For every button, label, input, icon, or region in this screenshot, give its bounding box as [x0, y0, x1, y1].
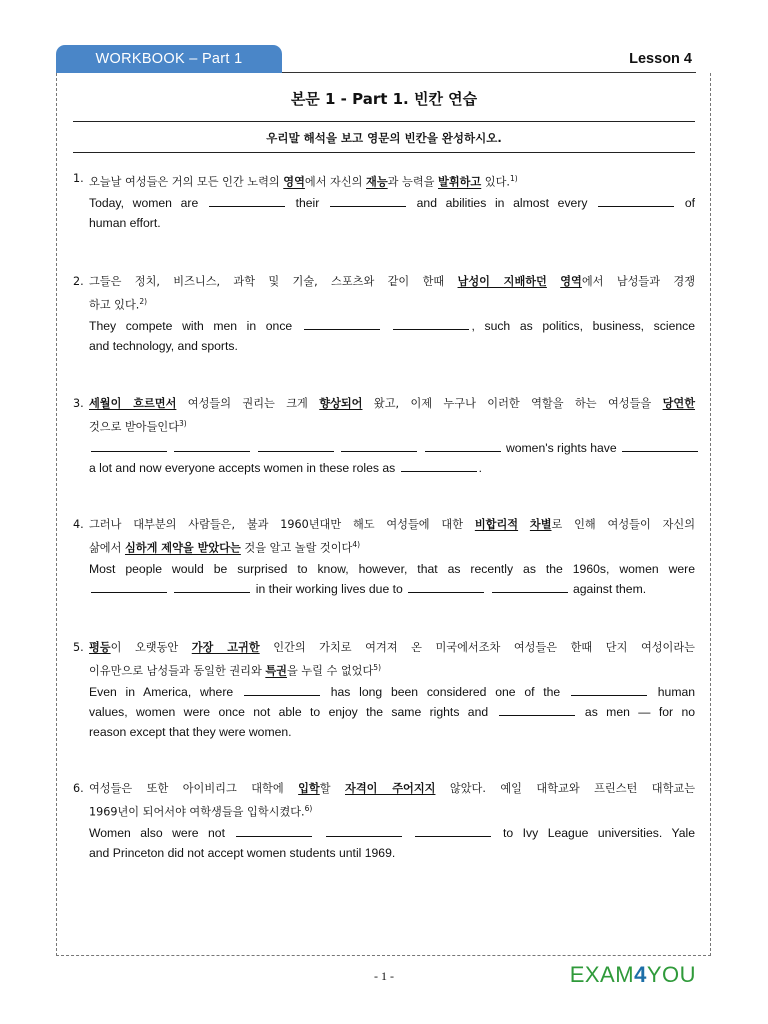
english-line: They compete with men in once , such as politics, business, science: [89, 318, 695, 333]
answer-blank[interactable]: [622, 441, 698, 452]
answer-blank[interactable]: [598, 196, 674, 207]
english-line: Today, women are their and abilities in almost every of: [89, 195, 695, 210]
korean-line: 평등이 오랫동안 가장 고귀한 인간의 가치로 여겨져 온 미국에서조차 여성들은 한때 단지 여성이라는: [89, 641, 695, 654]
answer-blank[interactable]: [326, 826, 402, 837]
answer-blank[interactable]: [91, 582, 167, 593]
korean-line: 것으로 받아들인다$^{3)}$: [89, 419, 187, 434]
korean-line: 이유만으로 남성들과 동일한 권리와 특권을 누릴 수 없었다$^{5)}$: [89, 663, 381, 678]
answer-blank[interactable]: [174, 441, 250, 452]
korean-line: 하고 있다.$^{2)}$: [89, 297, 148, 312]
answer-blank[interactable]: [393, 319, 469, 330]
english-line: human effort.: [89, 215, 161, 230]
page-title: 본문 1 - Part 1. 빈칸 연습: [290, 90, 478, 108]
english-line: and Princeton did not accept women students until 1969.: [89, 845, 396, 860]
korean-line: 삶에서 심하게 제약을 받았다는 것을 알고 놀랄 것이다$^{4)}$: [89, 540, 361, 555]
english-line: a lot and now everyone accepts women in these roles as .: [89, 460, 482, 475]
answer-blank[interactable]: [499, 705, 575, 716]
korean-line: 세월이 흐르면서 여성들의 권리는 크게 향상되어 왔고, 이제 누구나 이러한 역할을 하는 여성들을 당연한: [89, 397, 696, 410]
answer-blank[interactable]: [330, 196, 406, 207]
lesson-label: Lesson 4: [629, 51, 692, 67]
question-number: 2.: [73, 275, 84, 288]
question-4: [73, 515, 695, 599]
english-line: Most people would be surprised to know, however, that as recently as the 1960s, women were: [89, 561, 695, 576]
answer-blank[interactable]: [408, 582, 484, 593]
answer-blank[interactable]: [258, 441, 334, 452]
instruction: 우리말 해석을 보고 영문의 빈칸을 완성하시오.: [266, 131, 502, 145]
korean-line: 여성들은 또한 아이비리그 대학에 입학할 자격이 주어지지 않았다. 예일 대학교와 프린스턴 대학교는: [89, 782, 696, 795]
english-line: and technology, and sports.: [89, 338, 238, 353]
exam4you-logo: EXAM4YOU: [569, 962, 696, 987]
answer-blank[interactable]: [91, 441, 167, 452]
answer-blank[interactable]: [209, 196, 285, 207]
question-number: 4.: [73, 518, 84, 531]
english-line: women's rights have: [89, 438, 695, 458]
question-number: 1.: [73, 172, 84, 185]
page-number: - 1 -: [374, 969, 394, 983]
question-1: [73, 169, 695, 233]
english-line: Even in America, where has long been considered one of the human: [89, 684, 696, 699]
english-line: in their working lives due to against them.: [89, 579, 695, 599]
question-number: 6.: [73, 782, 84, 795]
question-5: [73, 638, 695, 742]
answer-blank[interactable]: [425, 441, 501, 452]
title-rule-top: [73, 121, 695, 122]
title-rule-bottom: [73, 152, 695, 153]
english-line: Women also were not to Ivy League universities. Yale: [89, 825, 695, 840]
answer-blank[interactable]: [571, 685, 647, 696]
question-6: [73, 779, 695, 863]
question-number: 3.: [73, 397, 84, 410]
question-2: [73, 272, 695, 356]
english-line: reason except that they were women.: [89, 724, 292, 739]
answer-blank[interactable]: [492, 582, 568, 593]
answer-blank[interactable]: [236, 826, 312, 837]
answer-blank[interactable]: [415, 826, 491, 837]
english-line: values, women were once not able to enjoy the same rights and as men — for no: [89, 704, 696, 719]
answer-blank[interactable]: [174, 582, 250, 593]
korean-line: 1969년이 되어서야 여학생들을 입학시켰다.$^{6)}$: [89, 804, 313, 819]
korean-line: 오늘날 여성들은 거의 모든 인간 노력의 영역에서 자신의 재능과 능력을 발휘하고 있다.$^{1)}$: [89, 174, 518, 189]
question-number: 5.: [73, 641, 84, 654]
question-3: [73, 394, 695, 478]
answer-blank[interactable]: [304, 319, 380, 330]
answer-blank[interactable]: [401, 461, 477, 472]
answer-blank[interactable]: [244, 685, 320, 696]
workbook-tab: WORKBOOK – Part 1: [56, 45, 282, 73]
answer-blank[interactable]: [341, 441, 417, 452]
korean-line: 그러나 대부분의 사람들은, 불과 1960년대만 해도 여성들에 대한 비합리적 차별로 인해 여성들이 자신의: [89, 518, 695, 531]
korean-line: 그들은 정치, 비즈니스, 과학 및 기술, 스포츠와 같이 한때 남성이 지배하던 영역에서 남성들과 경쟁: [89, 275, 696, 288]
